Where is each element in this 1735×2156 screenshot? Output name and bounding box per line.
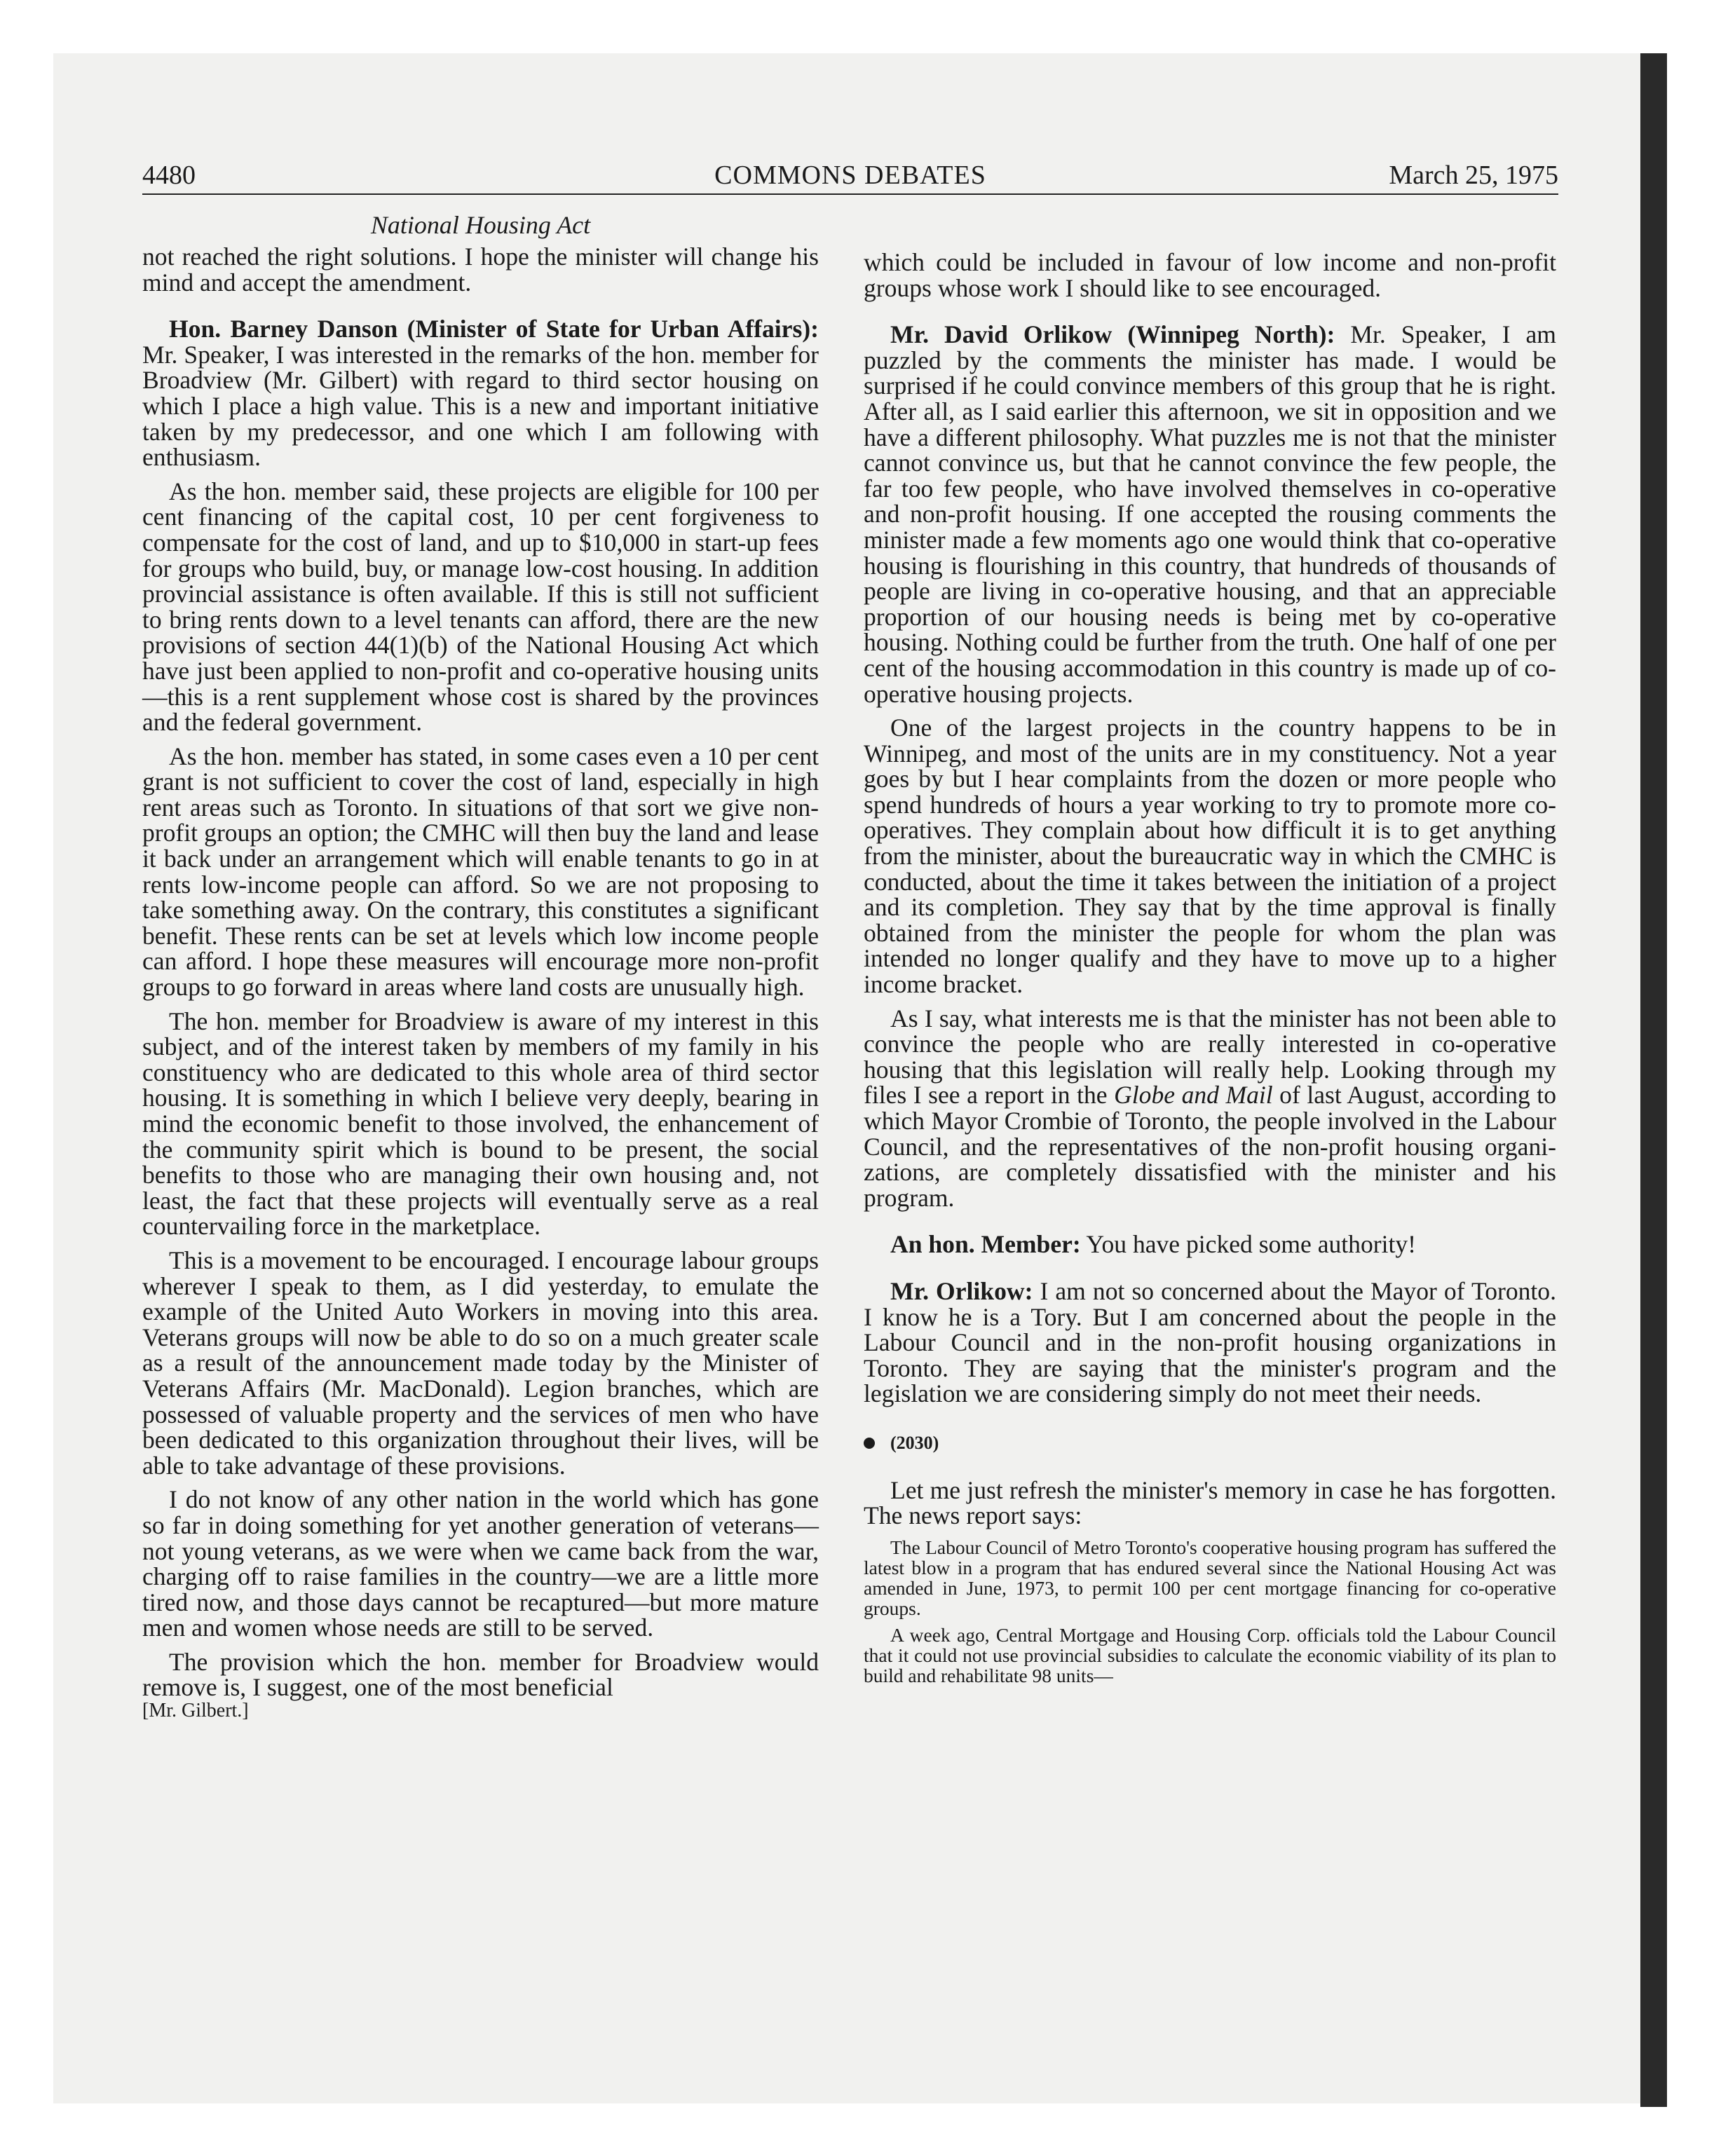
paragraph: One of the largest projects in the country happens to be in Winnipeg, and most of the units are in my constituency. Not a year goes by but I hear complaints from the dozen or more people who spend hundreds of hours a year working to try to promote more co-operatives. They complain about how difficult it is to get anything from the minister, about the bureaucratic way in which the CMHC is conducted, about the time it takes between the initiation of a project and its completion. They say that by the time approval is finally obtained from the minister the people for whom the plan was intended no longer qualify and they have to move up to a higher income bracket.	[864, 714, 1556, 999]
quoted-passage: A week ago, Central Mortgage and Housing Corp. officials told the Labour Council that it could not use provincial subsidies to calculate the economic viability of its plan to build and rehabilitate 98 units—	[864, 1623, 1556, 1686]
speech-text: Mr. Speaker, I am puzzled by the comments the minister has made. I would be surprised if he could convince members of this group that he is right. After all, as I said earlier this afternoon, we sit in opposition and we have a different philosophy. What puzzles me is not that the minister cannot convince us, but that he cannot convince the few people, the far too few people, who have involved themselves in co-operative and non-profit housing. If one accepted the rousing comments the minister made a few moments ago one would think that co-operative housing is flourishing in this country, that hundreds of thousands of people are living in co-operative housing, and that an appreciable proportion of our housing needs is being met by co-operative housing. Nothing could be further from the truth. One half of one per cent of the housing accommodation in this country is made up of co-operative housing projects.	[864, 320, 1556, 708]
scan-edge-shadow	[1640, 53, 1667, 2107]
paragraph: The hon. member for Broadview is aware of my interest in this subject, and of the interest taken by members of my family in his constituency who are dedicated to this whole area of third sector housing. It is something in which I believe very deeply, bearing in mind the economic benefit to those involved, the enhancement of the community spirit which is bound to be present, the social benefits to those who are managing their own housing and, not least, the fact that these projects will eventually serve as a real countervailing force in the marketplace.	[142, 1007, 819, 1241]
paragraph: The provision which the hon. member for Broadview would remove is, I suggest, one of the most beneficial	[142, 1647, 819, 1702]
page-number: 4480	[142, 161, 196, 190]
paragraph: This is a movement to be encouraged. I encourage labour groups wherever I speak to them, as I did yesterday, to emulate the example of the United Auto Workers in moving into this area. Veterans groups will now be able to do so on a much greater scale as a result of the announcement made today by the Minister of Veterans Affairs (Mr. MacDonald). Legion branches, which are possessed of valuable property and the services of men who have been dedicated to this organization throughout their lives, will be able to take advantage of these provisions.	[142, 1246, 819, 1480]
paragraph: which could be included in favour of low income and non-profit groups whose work I should like to see encouraged.	[864, 248, 1556, 302]
speech-paragraph	[864, 322, 1556, 707]
paragraph: I do not know of any other nation in the world which has gone so far in doing something for yet another generation of veterans—not young veterans, as we were when we came back from the war, charging off to raise families in the country—we are a little more tired now, and those days cannot be recaptured—but more mature men and women whose needs are still to be served.	[142, 1485, 819, 1642]
bullet-dot-icon	[864, 1438, 875, 1449]
speaker-footnote: [Mr. Gilbert.]	[142, 1700, 249, 1722]
speaker-name: Mr. David Orlikow (Winnipeg North):	[890, 320, 1335, 349]
header-rule	[142, 193, 1558, 195]
speech-paragraph	[864, 1231, 1556, 1257]
section-subheading: National Housing Act	[370, 211, 591, 239]
text-run: As I say, what interests me is that the minister has not been able to convince the people who are really interested in co-operative housing that this legislation will really help. Looking through my files I see a report in the	[864, 1004, 1556, 1110]
speech-text: You have picked some authority!	[1080, 1230, 1417, 1259]
speech-text: I am not so concerned about the Mayor of Toronto. I know he is a Tory. But I am concerned about the people in the Labour Council and in the non-profit housing organizations in Toronto. They are saying that the minister's program and the legislation we are considering simply do not meet their needs.	[864, 1276, 1556, 1408]
page-header	[142, 160, 1558, 195]
paragraph: Let me just refresh the minister's memory in case he has forgotten. The news report says:	[864, 1475, 1556, 1530]
speech-paragraph	[142, 316, 819, 470]
paragraph	[864, 1006, 1556, 1211]
speaker-name: Hon. Barney Danson (Minister of State for Urban Affairs):	[169, 315, 819, 343]
speaker-name: An hon. Member:	[890, 1230, 1081, 1259]
publication-title: COMMONS DEBATES	[714, 161, 986, 190]
paragraph: As the hon. member said, these projects are eligible for 100 per cent financing of the capital cost, 10 per cent forgiveness to compensate for the cost of land, and up to $10,000 in start-up fees for groups who build, buy, or manage low-cost housing. In addition provincial assistance is often available. If this is still not sufficient to bring rents down to a level tenants can afford, there are the new provisions of section 44(1)(b) of the National Housing Act which have just been applied to non-profit and co-operative housing units—this is a rent supplement whose cost is shared by the provinces and the federal government.	[142, 477, 819, 737]
speech-text: Mr. Speaker, I was interested in the remarks of the hon. member for Broadview (Mr. Gilbert) with regard to third sector housing on which I place a high value. This is a new and important initiative taken by my predecessor, and one which I am following with enthusiasm.	[142, 340, 819, 472]
page-date: March 25, 1975	[1389, 161, 1558, 190]
paragraph: not reached the right solutions. I hope the minister will change his mind and accept the amendment.	[142, 243, 819, 296]
paragraph: As the hon. member has stated, in some cases even a 10 per cent grant is not sufficient to cover the cost of land, especially in high rent areas such as Toronto. In situations of that sort we give non-profit groups an option; the CMHC will then buy the land and lease it back under an arrangement which will enable tenants to go in at rents low-income people can afford. So we are not proposing to take something away. On the contrary, this constitutes a significant benefit. These rents can be set at levels which low income people can afford. I hope these measures will encourage more non-profit groups to go forward in areas where land costs are unusually high.	[142, 742, 819, 1002]
time-marker-text: (2030)	[890, 1432, 939, 1453]
time-marker	[864, 1431, 1556, 1456]
speaker-name: Mr. Orlikow:	[890, 1276, 1033, 1305]
right-column	[864, 250, 1556, 1686]
newspaper-title: Globe and Mail	[1114, 1081, 1273, 1110]
speech-paragraph	[864, 1278, 1556, 1407]
quoted-passage: The Labour Council of Metro Toronto's cooperative housing program has suffered the latest blow in a program that has endured several since the National Housing Act was amended in June, 1973, to permit 100 per cent mortgage financing for co-operative groups.	[864, 1536, 1556, 1620]
left-column	[142, 244, 819, 1721]
text-run: of last August, according to which Mayor Crombie of Toronto, the people involved in the Labour Council, and the representatives of the non-profit housing organizations, are completely dissatisfied with the minister and his program.	[864, 1081, 1556, 1212]
